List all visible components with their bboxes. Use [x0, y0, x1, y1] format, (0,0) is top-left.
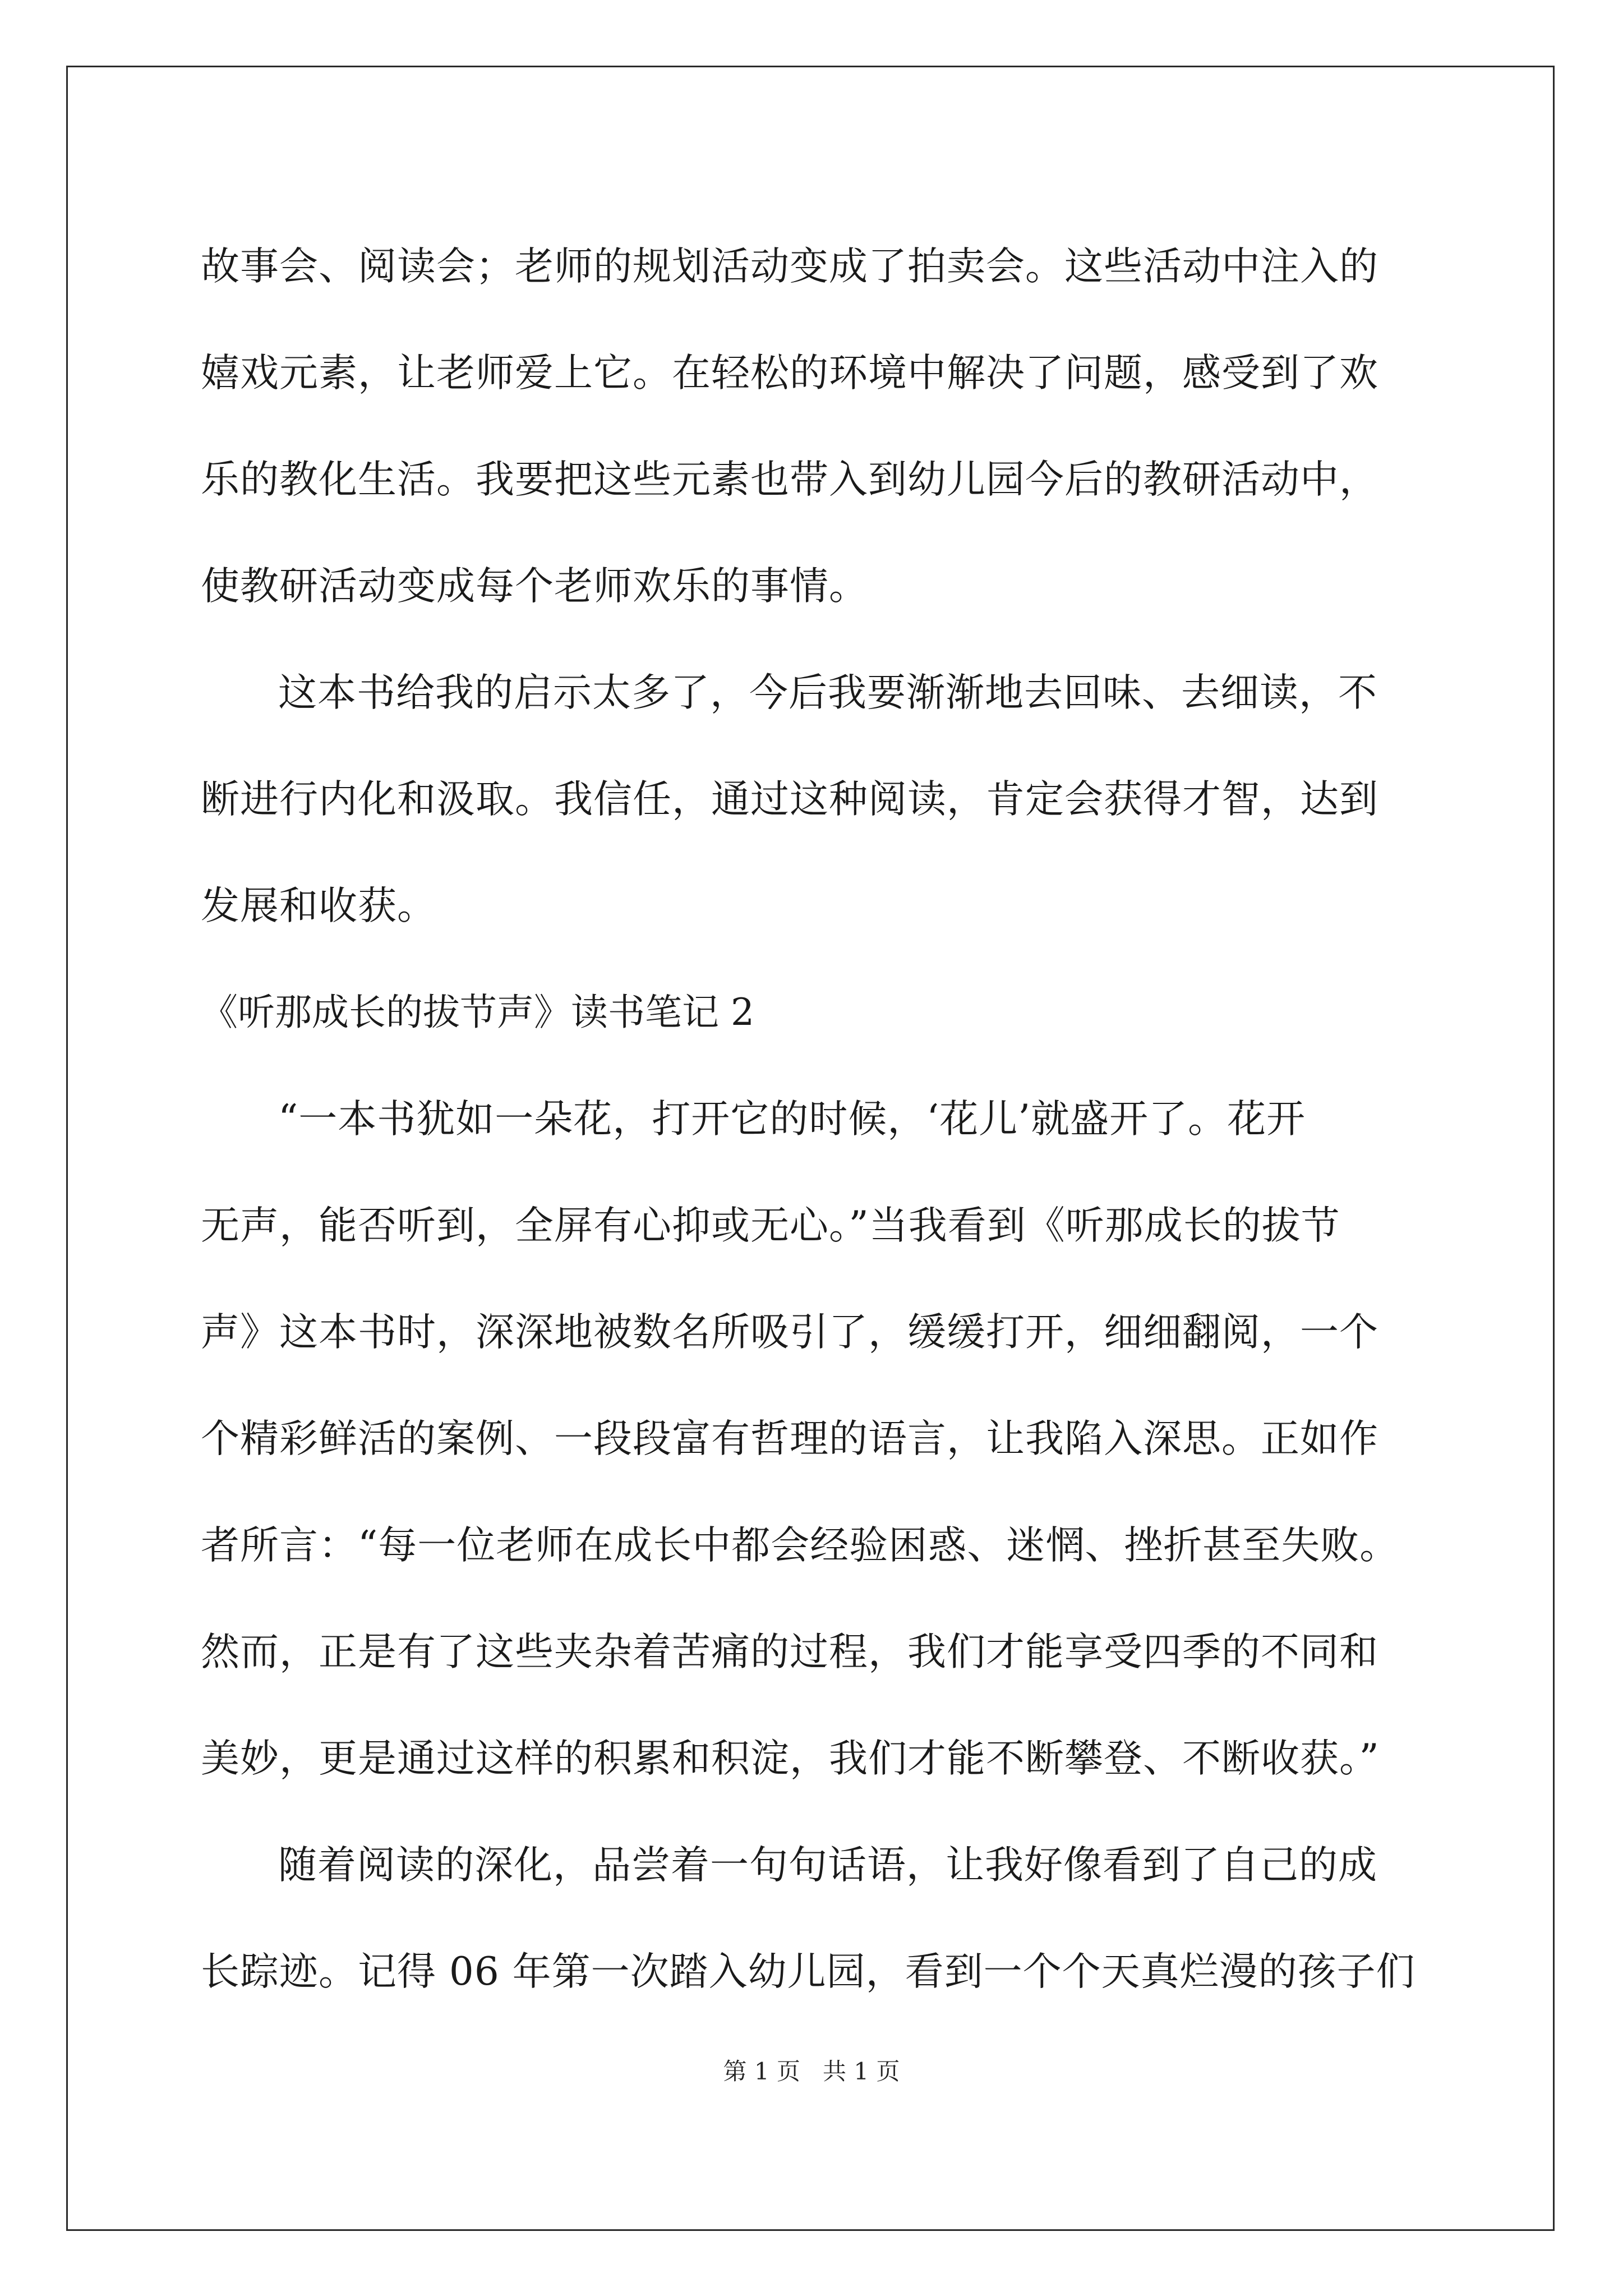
page-footer: 第 1 页 共 1 页: [723, 2058, 900, 2085]
text-line: 然而，正是有了这些夹杂着苦痛的过程，我们才能享受四季的不同和: [201, 1630, 1378, 1674]
text-line: 声》这本书时，深深地被数名所吸引了，缓缓打开，细细翻阅，一个: [201, 1310, 1378, 1355]
text-line: 个精彩鲜活的案例、一段段富有哲理的语言，让我陷入深思。正如作: [201, 1416, 1378, 1461]
text-line: 者所言：“每一位老师在成长中都会经验困惑、迷惘、挫折甚至失败。: [201, 1523, 1399, 1568]
text-line: 发展和收获。: [201, 884, 436, 928]
text-line: 无声，能否听到，全屏有心抑或无心。”当我看到《听那成长的拔节: [201, 1203, 1340, 1248]
document-body: [201, 213, 1435, 2025]
text-line: 故事会、阅读会；老师的规划活动变成了拍卖会。这些活动中注入的: [201, 244, 1378, 289]
text-line: 这本书给我的启示太多了，今后我要渐渐地去回味、去细读，不: [278, 670, 1377, 715]
text-line: 长踪迹。记得 06 年第一次踏入幼儿园，看到一个个天真烂漫的孩子们: [201, 1949, 1415, 1994]
text-line: 美妙，更是通过这样的积累和积淀，我们才能不断攀登、不断收获。”: [201, 1736, 1380, 1781]
text-line: 断进行内化和汲取。我信任，通过这种阅读，肯定会获得才智，达到: [201, 777, 1378, 822]
text-line: 随着阅读的深化，品尝着一句句话语，让我好像看到了自己的成: [278, 1843, 1377, 1888]
text-line: 使教研活动变成每个老师欢乐的事情。: [201, 564, 868, 609]
text-line: 嬉戏元素，让老师爱上它。在轻松的环境中解决了问题，感受到了欢: [201, 351, 1378, 395]
section-heading: 《听那成长的拔节声》读书笔记 2: [201, 991, 754, 1034]
text-line: “一本书犹如一朵花，打开它的时候，‘花儿’就盛开了。花开: [278, 1097, 1306, 1142]
text-line: 乐的教化生活。我要把这些元素也带入到幼儿园今后的教研活动中，: [201, 457, 1378, 502]
